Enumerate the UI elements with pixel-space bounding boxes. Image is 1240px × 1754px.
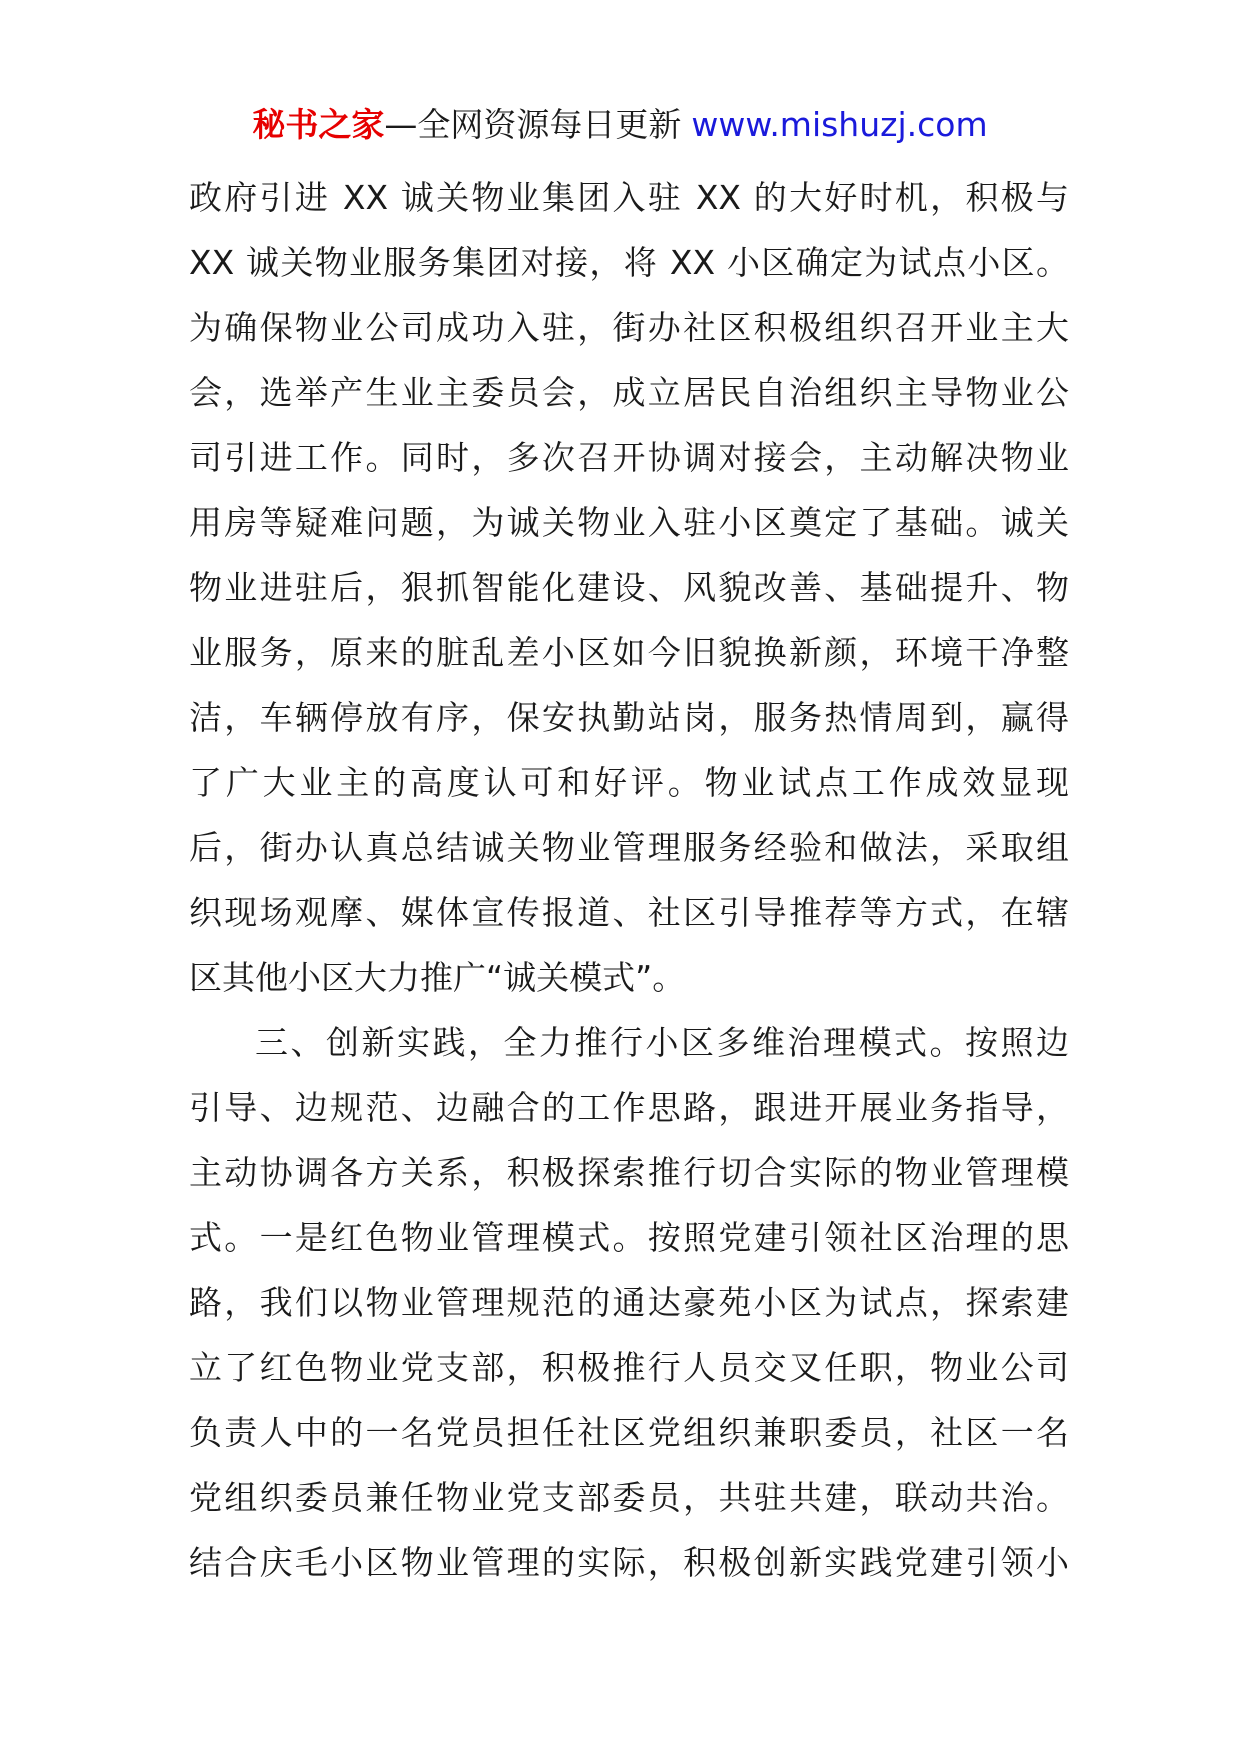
text-line: 路，我们以物业管理规范的通达豪苑小区为试点，探索建 — [189, 1283, 1069, 1322]
text-line: 政府引进 XX 诚关物业集团入驻 XX 的大好时机，积极与 — [189, 178, 1069, 217]
text-line: 用房等疑难问题，为诚关物业入驻小区奠定了基础。诚关 — [189, 503, 1069, 542]
text-line: 式。一是红色物业管理模式。按照党建引领社区治理的思 — [189, 1218, 1069, 1257]
text-line: 党组织委员兼任物业党支部委员，共驻共建，联动共治。 — [189, 1478, 1069, 1517]
text-line: 洁，车辆停放有序，保安执勤站岗，服务热情周到，赢得 — [189, 698, 1069, 737]
text-line: 立了红色物业党支部，积极推行人员交叉任职，物业公司 — [189, 1348, 1069, 1387]
text-line: 织现场观摩、媒体宣传报道、社区引导推荐等方式，在辖 — [189, 893, 1069, 932]
text-line: 业服务，原来的脏乱差小区如今旧貌换新颜，环境干净整 — [189, 633, 1069, 672]
paragraph-end-line: 区其他小区大力推广“诚关模式”。 — [189, 958, 686, 997]
text-line: 司引进工作。同时，多次召开协调对接会，主动解决物业 — [189, 438, 1069, 477]
header-tagline: —全网资源每日更新 — [384, 105, 682, 144]
brand-name: 秘书之家 — [252, 105, 385, 144]
text-line: 会，选举产生业主委员会，成立居民自治组织主导物业公 — [189, 373, 1069, 412]
text-line: 主动协调各方关系，积极探索推行切合实际的物业管理模 — [189, 1153, 1069, 1192]
text-line: 负责人中的一名党员担任社区党组织兼职委员，社区一名 — [189, 1413, 1069, 1452]
text-line: 引导、边规范、边融合的工作思路，跟进开展业务指导， — [189, 1088, 1069, 1127]
text-line: 后，街办认真总结诚关物业管理服务经验和做法，采取组 — [189, 828, 1069, 867]
section-heading-line: 三、创新实践，全力推行小区多维治理模式。按照边 — [255, 1023, 1069, 1062]
text-line: XX 诚关物业服务集团对接，将 XX 小区确定为试点小区。 — [189, 243, 1069, 282]
text-line: 了广大业主的高度认可和好评。物业试点工作成效显现 — [189, 763, 1069, 802]
text-line: 为确保物业公司成功入驻，街办社区积极组织召开业主大 — [189, 308, 1069, 347]
site-url-link[interactable]: www.mishuzj.com — [691, 105, 988, 144]
text-line: 物业进驻后，狠抓智能化建设、风貌改善、基础提升、物 — [189, 568, 1069, 607]
document-body — [189, 165, 1069, 1595]
page-header — [0, 100, 1240, 150]
text-line: 结合庆毛小区物业管理的实际，积极创新实践党建引领小 — [189, 1543, 1069, 1582]
